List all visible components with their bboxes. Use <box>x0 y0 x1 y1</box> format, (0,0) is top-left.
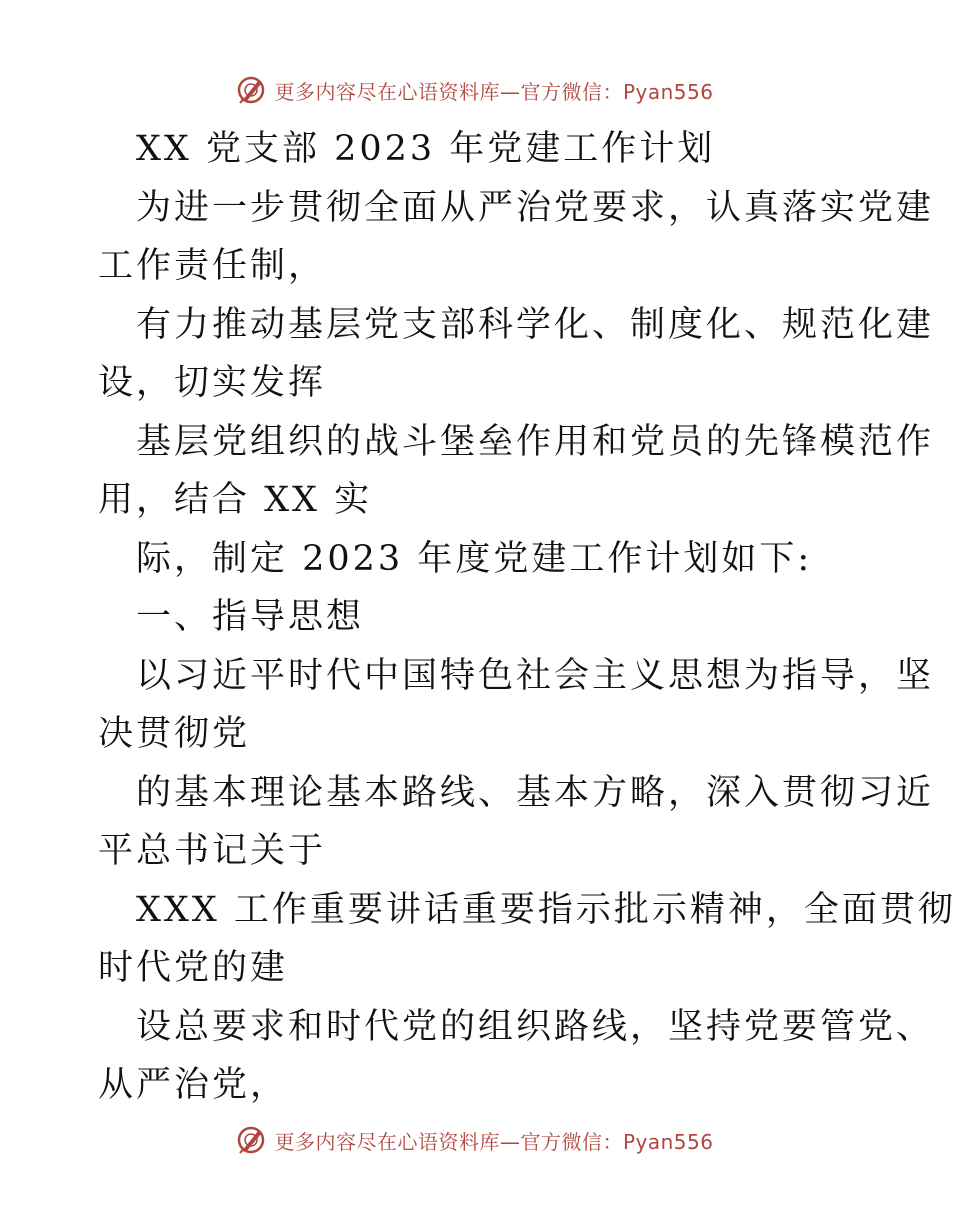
paragraph-line: 时代党的建 <box>98 948 289 988</box>
watermark-text: 更多内容尽在心语资料库—官方微信：Pyan556 <box>274 1129 714 1154</box>
paragraph-line: 以习近平时代中国特色社会主义思想为指导，坚 <box>136 655 935 696</box>
paragraph-line: 决贯彻党 <box>98 714 251 754</box>
watermark-footer <box>0 1120 950 1160</box>
paragraph-line: 际，制定 2023 年度党建工作计划如下: <box>136 538 813 579</box>
document-title: XX 党支部 2023 年党建工作计划 <box>136 129 716 169</box>
paragraph-line: 工作责任制， <box>98 246 327 286</box>
paragraph-line: XXX 工作重要讲话重要指示批示精神，全面贯彻 <box>136 889 956 930</box>
section-heading: 一、指导思想 <box>136 597 365 637</box>
paragraph-line: 有力推动基层党支部科学化、制度化、规范化建 <box>136 304 935 345</box>
document-body <box>98 120 956 1115</box>
paragraph-line: 设总要求和时代党的组织路线，坚持党要管党、 <box>136 1006 935 1047</box>
paragraph-line: 为进一步贯彻全面从严治党要求，认真落实党建 <box>136 187 935 228</box>
paragraph-line: 设，切实发挥 <box>98 363 327 403</box>
paragraph-line: 平总书记关于 <box>98 831 327 871</box>
quill-pen-circle-icon <box>236 75 266 105</box>
paragraph-line: 基层党组织的战斗堡垒作用和党员的先锋模范作 <box>136 421 935 462</box>
paragraph-line: 从严治党， <box>98 1065 289 1105</box>
watermark-text: 更多内容尽在心语资料库—官方微信：Pyan556 <box>274 79 714 104</box>
paragraph-line: 用，结合 XX 实 <box>98 480 373 520</box>
quill-pen-circle-icon <box>236 1125 266 1155</box>
paragraph-line: 的基本理论基本路线、基本方略，深入贯彻习近 <box>136 772 935 813</box>
watermark-header <box>0 70 950 110</box>
